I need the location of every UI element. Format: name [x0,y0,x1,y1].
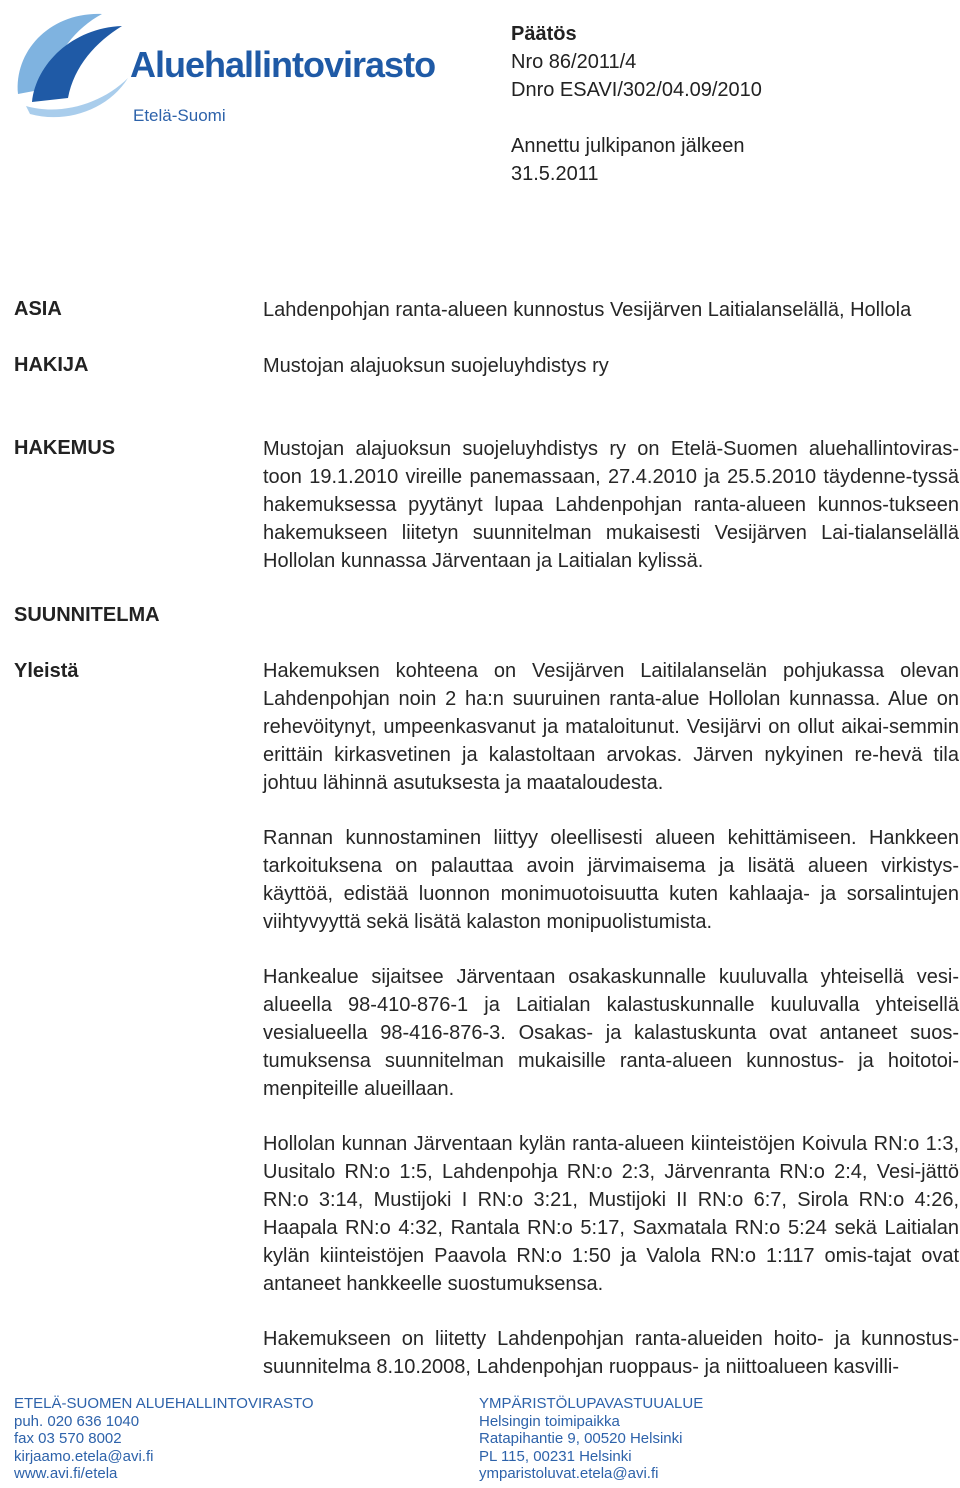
hakija-label: HAKIJA [14,354,89,376]
footer-web-link[interactable]: www.avi.fi/etela [14,1465,118,1482]
yleista-para-1 [263,657,959,797]
yleista-para-5 [263,1325,959,1381]
paragraph: Hakemukseen on liitetty Lahdenpohjan ranta-alueiden hoito- ja kunnostus-suunnitelma 8.10.2008, Lahdenpohjan ruoppaus- ja niittoalueen kasvilli- [263,1328,959,1378]
yleista-para-3 [263,963,959,1103]
hakemus-text [263,435,959,575]
asia-label: ASIA [14,298,62,320]
footer-org: ETELÄ-SUOMEN ALUEHALLINTOVIRASTO [14,1395,314,1412]
decision-number: Nro 86/2011/4 [511,51,637,73]
given-date: 31.5.2011 [511,163,599,185]
yleista-para-4 [263,1130,959,1298]
footer-unit-email-link[interactable]: ymparistoluvat.etela@avi.fi [479,1465,659,1482]
paragraph: Rannan kunnostaminen liittyy oleellisesti alueen kehittämiseen. Hankkeen tarkoituksena on palauttaa avoin järvimaisema ja lisätä alueen virkistys-käyttöä, edistää luonnon monimuotoisuutta kuten kahlaaja- ja sorsalintujen viihtyvyyttä sekä lisätä kalaston monipuolistumista. [263,827,959,933]
footer-office: Helsingin toimipaikka [479,1412,620,1430]
yleista-label: Yleistä [14,660,79,682]
logo-region: Etelä-Suomi [133,106,226,125]
paragraph: Hakemuksen kohteena on Vesijärven Laitilalanselän pohjukassa olevan Lahdenpohjan noin 2 ha:n suuruinen ranta-alue Hollolan kunnassa. Alue on rehevöitynyt, umpeenkasvanut ja mataloitunut. Vesijärvi on ollut aikai-semmin erittäin kirkasvetinen ja kalastoltaan arvokas. Järven nykyinen re-hevä tila johtuu lähinnä asutuksesta ja maataloudesta. [263,660,959,794]
decision-dnro: Dnro ESAVI/302/04.09/2010 [511,79,762,101]
footer-street: Ratapihantie 9, 00520 Helsinki [479,1430,683,1447]
hakemus-label: HAKEMUS [14,437,116,459]
footer-phone: puh. 020 636 1040 [14,1412,140,1430]
asia-paragraph: Lahdenpohjan ranta-alueen kunnostus Vesijärven Laitialanselällä, Hollola [263,299,912,321]
agency-logo [10,6,436,125]
footer-pobox: PL 115, 00231 Helsinki [479,1447,632,1465]
suunnitelma-heading: SUUNNITELMA [14,604,160,626]
footer-contact [14,1395,314,1483]
logo-name: Aluehallintovirasto [130,44,436,85]
decision-info [511,20,762,188]
decision-title: Päätös [511,23,577,45]
yleista-para-2 [263,824,959,936]
hakemus-paragraph: Mustojan alajuoksun suojeluyhdistys ry on Etelä-Suomen aluehallintoviras-toon 19.1.2010 vireille panemassaan, 27.4.2010 ja 25.5.2010 täydenne-tyssä hakemuksessa pyytänyt lupaa Lahdenpohjan ranta-alueen kunnos-tukseen hakemukseen liitetyn suunnitelman mukaisesti Vesijärven Lai-tialanselällä Hollolan kunnassa Järventaan ja Laitialan kylissä. [263,438,959,572]
footer-unit-name: YMPÄRISTÖLUPAVASTUUALUE [479,1395,704,1412]
hakija-text [263,352,959,380]
footer-unit [479,1395,703,1483]
footer-fax: fax 03 570 8002 [14,1430,122,1447]
hakija-paragraph: Mustojan alajuoksun suojeluyhdistys ry [263,355,609,377]
footer-email-link[interactable]: kirjaamo.etela@avi.fi [14,1447,154,1465]
given-label: Annettu julkipanon jälkeen [511,135,745,157]
logo-swoosh-icon [10,6,140,124]
asia-text [263,296,959,324]
paragraph: Hollolan kunnan Järventaan kylän ranta-alueen kiinteistöjen Koivula RN:o 1:3, Uusitalo RN:o 1:5, Lahdenpohja RN:o 2:3, Järvenranta RN:o 2:4, Vesi-jättö RN:o 3:14, Mustijoki I RN:o 3:21, Mustijoki II RN:o 6:7, Sirola RN:o 4:26, Haapala RN:o 4:32, Rantala RN:o 5:17, Saxmatala RN:o 5:24 sekä Laitialan kylän kiinteistöjen Paavola RN:o 1:50 ja Valola RN:o 1:117 omis-tajat ovat antaneet hankkeelle suostumuksensa. [263,1133,959,1295]
paragraph: Hankealue sijaitsee Järventaan osakaskunnalle kuuluvalla yhteisellä vesi-alueella 98-410-876-1 ja Laitialan kalastuskunnalle kuuluvalla yhteisellä vesialueella 98-416-876-3. Osakas- ja kalastuskunta ovat antaneet suos-tumuksensa suunnitelman mukaisille ranta-alueen kunnostus- ja hoitotoi-menpiteille alueillaan. [263,966,959,1100]
header-spacer [511,104,762,132]
